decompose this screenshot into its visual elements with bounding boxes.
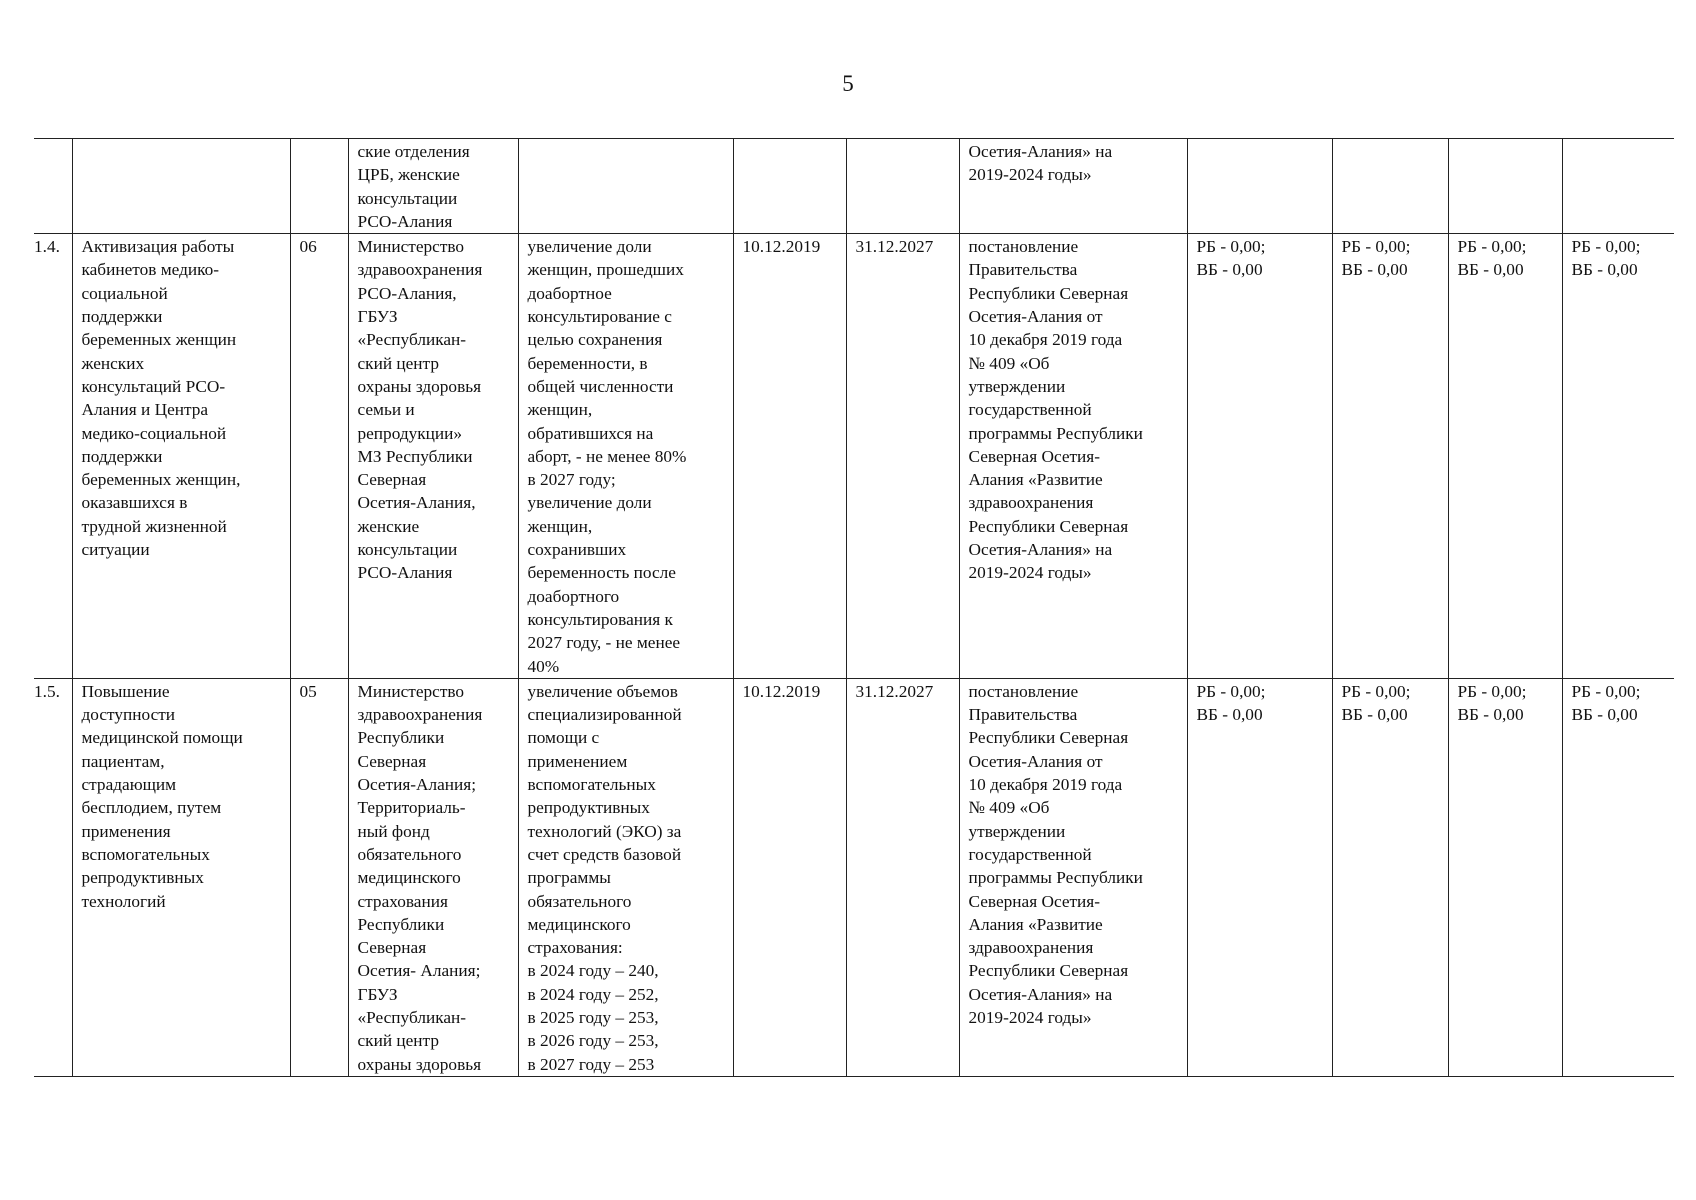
- funding-cell-2: РБ - 0,00; ВБ - 0,00: [1332, 678, 1448, 1076]
- measures-table: [34, 138, 1674, 1077]
- end-date-cell: [846, 139, 959, 234]
- funding-cell-4: [1562, 139, 1674, 234]
- funding-cell-4: РБ - 0,00; ВБ - 0,00: [1562, 234, 1674, 679]
- end-date-cell: 31.12.2027: [846, 234, 959, 679]
- end-date-cell: 31.12.2027: [846, 678, 959, 1076]
- legal-basis-cell: постановление Правительства Республики Северная Осетия-Алания от 10 декабря 2019 года № 409 «Об утверждении государственной программы Республики Северная Осетия- Алания «Развитие здравоохранения Республики Северная Осетия-Алания» на 2019-2024 годы»: [959, 678, 1187, 1076]
- executor-cell: Министерство здравоохранения РСО-Алания, ГБУЗ «Республикан- ский центр охраны здоровья семьи и репродукции» МЗ Республики Северная Осетия-Алания, женские консультации РСО-Алания: [348, 234, 518, 679]
- funding-cell-3: РБ - 0,00; ВБ - 0,00: [1448, 234, 1562, 679]
- page-number: 5: [842, 71, 854, 96]
- code-cell: 05: [290, 678, 348, 1076]
- funding-cell-1: [1187, 139, 1332, 234]
- funding-cell-3: [1448, 139, 1562, 234]
- funding-cell-1: РБ - 0,00; ВБ - 0,00: [1187, 678, 1332, 1076]
- start-date-cell: [733, 139, 846, 234]
- measure-name-cell: Активизация работы кабинетов медико- социальной поддержки беременных женщин женских консультаций РСО- Алания и Центра медико-социальной поддержки беременных женщин, оказавшихся в трудной жизненной ситуации: [72, 234, 290, 679]
- indicator-cell: увеличение объемов специализированной помощи с применением вспомогательных репродуктивных технологий (ЭКО) за счет средств базовой программы обязательного медицинского страхования: в 2024 году – 240, в 2024 году – 252, в 2025 году – 253, в 2026 году – 253, в 2027 году – 253: [518, 678, 733, 1076]
- funding-cell-2: [1332, 139, 1448, 234]
- code-cell: 06: [290, 234, 348, 679]
- row-number-cell: [34, 139, 72, 234]
- indicator-cell: [518, 139, 733, 234]
- row-number-cell: 1.5.: [34, 678, 72, 1076]
- start-date-cell: 10.12.2019: [733, 234, 846, 679]
- start-date-cell: 10.12.2019: [733, 678, 846, 1076]
- executor-cell: ские отделения ЦРБ, женские консультации РСО-Алания: [348, 139, 518, 234]
- measure-name-cell: Повышение доступности медицинской помощи пациентам, страдающим бесплодием, путем применения вспомогательных репродуктивных технологий: [72, 678, 290, 1076]
- funding-cell-2: РБ - 0,00; ВБ - 0,00: [1332, 234, 1448, 679]
- funding-cell-1: РБ - 0,00; ВБ - 0,00: [1187, 234, 1332, 679]
- row-number-cell: 1.4.: [34, 234, 72, 679]
- indicator-cell: увеличение доли женщин, прошедших доабортное консультирование с целью сохранения беременности, в общей численности женщин, обратившихся на аборт, - не менее 80% в 2027 году; увеличение доли женщин, сохранивших беременность после доабортного консультирования к 2027 году, - не менее 40%: [518, 234, 733, 679]
- table-row: [34, 234, 1674, 679]
- table-row: [34, 678, 1674, 1076]
- funding-cell-3: РБ - 0,00; ВБ - 0,00: [1448, 678, 1562, 1076]
- legal-basis-cell: Осетия-Алания» на 2019-2024 годы»: [959, 139, 1187, 234]
- executor-cell: Министерство здравоохранения Республики Северная Осетия-Алания; Территориаль- ный фонд обязательного медицинского страхования Республики Северная Осетия- Алания; ГБУЗ «Республикан- ский центр охраны здоровья: [348, 678, 518, 1076]
- funding-cell-4: РБ - 0,00; ВБ - 0,00: [1562, 678, 1674, 1076]
- legal-basis-cell: постановление Правительства Республики Северная Осетия-Алания от 10 декабря 2019 года № 409 «Об утверждении государственной программы Республики Северная Осетия- Алания «Развитие здравоохранения Республики Северная Осетия-Алания» на 2019-2024 годы»: [959, 234, 1187, 679]
- table-row: [34, 139, 1674, 234]
- measure-name-cell: [72, 139, 290, 234]
- code-cell: [290, 139, 348, 234]
